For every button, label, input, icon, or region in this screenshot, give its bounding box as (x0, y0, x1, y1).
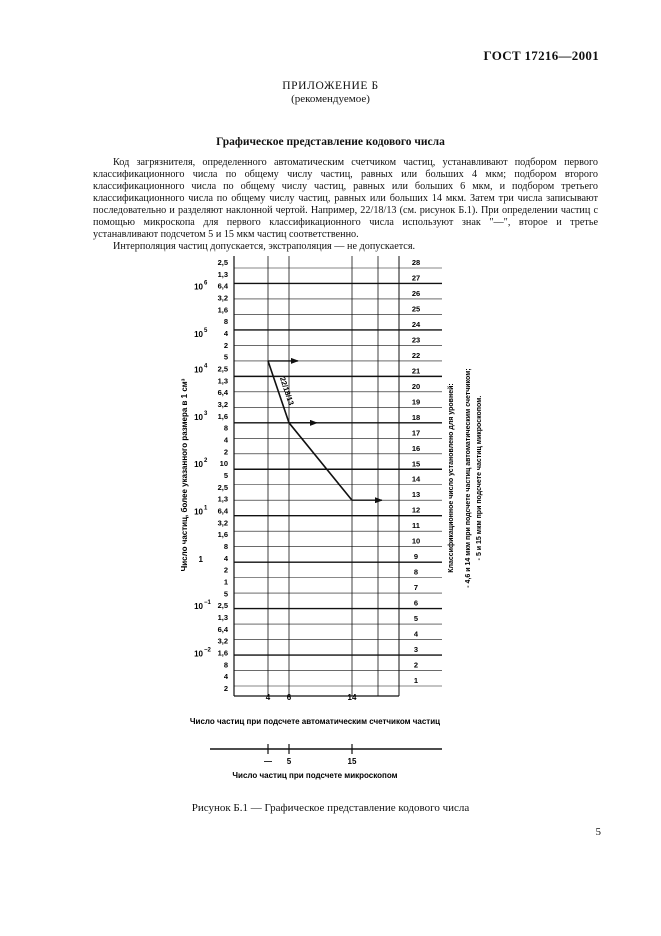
classification-number: 1 (413, 676, 419, 685)
y-tick-label: 6,4 (217, 388, 228, 398)
y-tick-label: 2 (223, 684, 228, 693)
y-tick-label: 1,6 (217, 305, 228, 315)
y-tick-label: 2 (223, 565, 228, 575)
y-tick-label: 1 (223, 577, 228, 587)
right-axis-label: Классификационное число установлено для уровней: (448, 383, 455, 573)
y-tick-label: 4 (223, 553, 228, 563)
y-tick-label: 1,3 (217, 494, 228, 504)
classification-number: 26 (411, 288, 421, 298)
classification-number: 6 (413, 598, 419, 608)
right-axis-note: - 5 и 15 мкм при подсчете частиц микроскопом. (476, 395, 483, 561)
y-axis-label: Число частиц, более указанного размера в 1 см³ (180, 378, 189, 572)
classification-number: 28 (411, 258, 421, 267)
y-tick-label: 4 (223, 672, 228, 682)
appendix-title: ПРИЛОЖЕНИЕ Б (282, 80, 379, 92)
classification-number: 9 (413, 552, 419, 562)
classification-number: 22 (411, 350, 421, 360)
x-axis-label: Число частиц при подсчете автоматическим счетчиком частиц (189, 717, 441, 726)
classification-number: 20 (411, 381, 421, 391)
section-title: Графическое представление кодового числа (216, 136, 445, 148)
figure-caption: Рисунок Б.1 — Графическое представление кодового числа (191, 802, 470, 814)
y-power-label: 10 (194, 412, 203, 422)
y-tick-label: 2,5 (217, 601, 228, 611)
y-tick-label: 8 (223, 317, 228, 327)
y-power-label: 10 (194, 507, 203, 517)
x-tick-label: 4 (265, 693, 271, 702)
classification-number: 8 (413, 567, 419, 577)
y-power-exponent: 6 (204, 280, 208, 287)
y-tick-label: 8 (223, 542, 228, 551)
y-tick-label: 2 (223, 340, 228, 350)
y-power-label: 10 (194, 649, 203, 659)
y-power-exponent: 3 (204, 410, 208, 417)
classification-number: 7 (413, 583, 419, 593)
classification-number: 25 (411, 304, 421, 314)
y-power-label: 1 (198, 554, 203, 564)
y-tick-label: 1,3 (217, 269, 228, 279)
appendix-subtitle: (рекомендуемое) (291, 93, 370, 105)
y-tick-label: 6,4 (217, 281, 228, 291)
y-tick-label: 3,2 (217, 636, 228, 646)
classification-number: 5 (413, 614, 419, 624)
paragraph: Интерполяция частиц допускается, экстраполяция — не допускается. (113, 241, 416, 252)
classification-number: 17 (411, 428, 421, 438)
y-tick-label: 5 (223, 352, 228, 362)
y-tick-label: 3,2 (217, 400, 228, 409)
paragraph: Код загрязнителя, определенного автоматическим счетчиком частиц, устанавливают подбором первого классификационного числа по общему числу частиц, равных или больших 4 мкм; подбором второго классификационного числа по общему числу частиц, равных или больших 6 мкм, и подбором третьего классификационного числа по общему числу частиц, равных или больших 14 мкм. Затем три числа записывают последовательно и разделяют наклонной чертой. Например, 22/18/13 (см. рисунок Б.1). При определении частиц с помощью микроскопа для первого классификационного числа используют знак "—", второе и третье устанавливают подсчетом 5 и 15 мкм частиц соответственно. (93, 157, 598, 240)
y-power-exponent: 4 (204, 363, 208, 370)
classification-number: 16 (411, 443, 421, 453)
y-power-exponent: −1 (204, 600, 211, 607)
classification-number: 27 (411, 273, 421, 283)
y-tick-label: 10 (219, 459, 228, 469)
y-tick-label: 2,5 (217, 482, 228, 492)
y-tick-label: 1,3 (217, 376, 228, 386)
classification-number: 4 (413, 629, 419, 639)
y-tick-label: 1,6 (217, 530, 228, 540)
y-tick-label: 2,5 (217, 258, 228, 267)
classification-number: 11 (412, 521, 420, 531)
y-tick-label: 4 (223, 435, 228, 445)
right-axis-note: - 4,6 и 14 мкм при подсчете частиц автоматическим счетчиком; (465, 368, 472, 588)
y-tick-label: 8 (223, 660, 228, 670)
classification-number: 18 (411, 412, 421, 422)
y-power-label: 10 (194, 330, 203, 339)
y-power-exponent: −2 (204, 647, 211, 654)
y-tick-label: 2,5 (217, 364, 228, 374)
y-tick-label: 1,6 (217, 648, 228, 658)
classification-number: 24 (411, 319, 421, 329)
x2-axis-label: Число частиц при подсчете микроскопом (232, 771, 398, 780)
classification-number: 10 (411, 536, 421, 546)
y-power-label: 10 (194, 365, 203, 375)
classification-number: 12 (411, 505, 421, 515)
y-power-exponent: 5 (204, 328, 208, 334)
y-power-exponent: 2 (204, 458, 208, 465)
y-tick-label: 3,2 (217, 518, 228, 528)
y-tick-label: 5 (223, 471, 228, 480)
x-tick-label: 14 (347, 693, 357, 702)
y-tick-label: 6,4 (217, 506, 228, 516)
y-tick-label: 2 (223, 447, 228, 457)
classification-number: 19 (411, 397, 421, 407)
y-tick-label: 6,4 (217, 624, 228, 634)
classification-number: 14 (411, 474, 421, 484)
classification-number: 2 (413, 660, 419, 670)
x2-tick-label: 15 (347, 757, 357, 766)
y-power-label: 10 (194, 282, 203, 292)
y-tick-label: 8 (223, 423, 228, 433)
y-power-label: 10 (194, 460, 203, 470)
y-tick-label: 4 (223, 329, 228, 338)
classification-number: 13 (411, 490, 421, 500)
page-number: 5 (595, 826, 601, 838)
y-tick-label: 1,3 (217, 613, 228, 622)
document-code: ГОСТ 17216—2001 (483, 48, 599, 63)
x2-tick-label: 5 (286, 757, 292, 766)
y-tick-label: 3,2 (217, 293, 228, 303)
y-power-exponent: 1 (204, 505, 208, 512)
classification-number: 15 (411, 459, 421, 469)
y-power-label: 10 (194, 602, 203, 612)
classification-number: 21 (411, 366, 421, 376)
y-tick-label: 5 (223, 589, 228, 599)
classification-number: 3 (413, 645, 419, 655)
y-tick-label: 1,6 (217, 411, 228, 421)
classification-number: 23 (411, 335, 421, 345)
code-annotation: 22/18/13 (277, 375, 296, 407)
x2-tick-label: — (264, 757, 272, 766)
x-tick-label: 6 (286, 693, 292, 702)
